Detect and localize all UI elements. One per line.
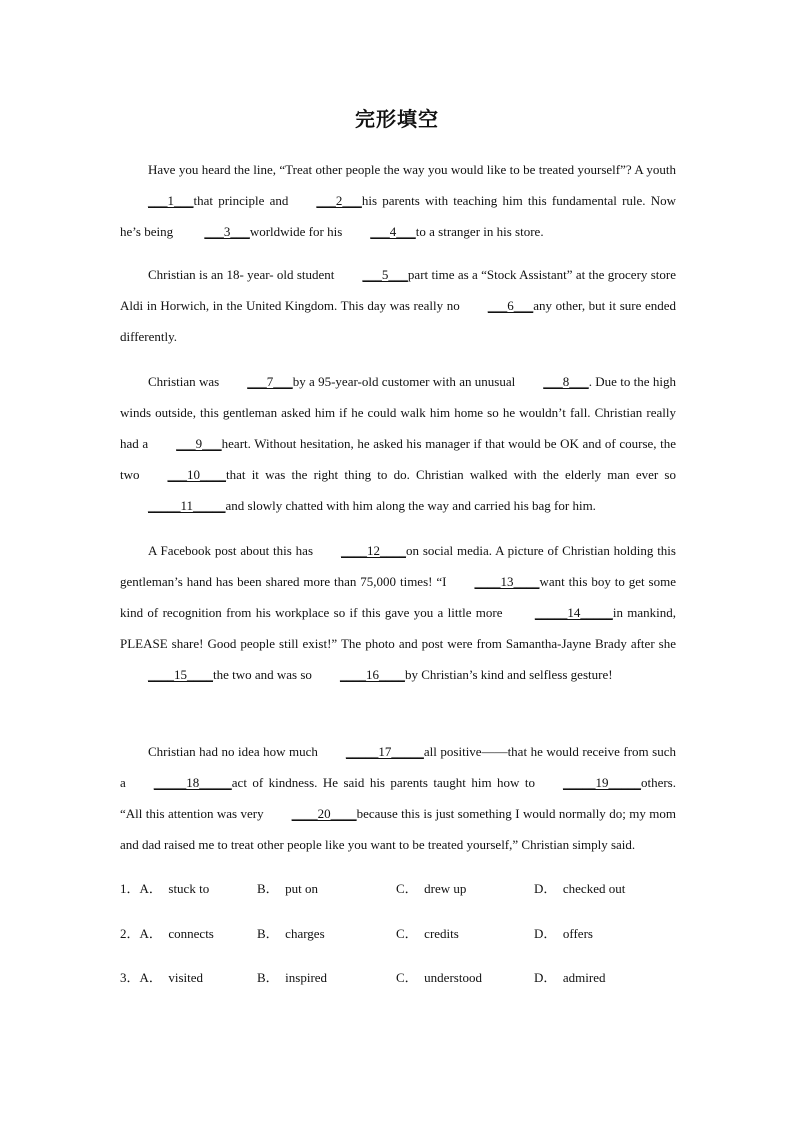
answer-blank: _____17_____ (345, 744, 424, 759)
passage-text: his parents with teaching him this fundamental rule. Now he’s being (120, 193, 676, 239)
answer-blank: ___5___ (362, 267, 408, 282)
passage-text: the two and was so (213, 667, 312, 682)
answer-blank: ___8___ (543, 374, 589, 389)
passage-text: because this is just something I would normally do; my mom and dad raised me to treat other people like you want to be treated yourself,” Christian simply said. (120, 806, 676, 852)
options-list (120, 878, 680, 1012)
option-c: C． understood (396, 970, 482, 985)
answer-blank: ___4___ (370, 224, 416, 239)
passage-text: heart. Without hesitation, he asked his manager if that would be OK and of course, the two (120, 436, 677, 482)
passage-text: and slowly chatted with him along the way and carried his bag for him. (225, 498, 596, 513)
answer-blank: _____19_____ (562, 775, 641, 790)
passage-text: all positive——that he would receive from such a (120, 744, 676, 790)
option-d: D． admired (534, 970, 606, 985)
passage-text: others. “All this attention was very (120, 775, 676, 821)
option-a: 2．A． connects (120, 925, 214, 941)
answer-blank: ____20____ (291, 806, 357, 821)
answer-blank: ___2___ (316, 193, 362, 208)
paragraph-2 (120, 259, 676, 352)
answer-blank: ___10____ (167, 467, 226, 482)
paragraph-3 (120, 366, 676, 521)
option-b: B． put on (257, 881, 319, 896)
passage-text: Christian was (148, 374, 220, 389)
passage-text: Christian is an 18- year- old student (148, 267, 335, 282)
passage-text: part time as a “Stock Assistant” at the grocery store Aldi in Horwich, in the United Kingdom. This day was really no (120, 267, 676, 313)
paragraph-1 (120, 154, 676, 247)
option-a: 1．A． stuck to (120, 881, 210, 896)
passage-text: any other, but it sure ended differently. (120, 298, 677, 344)
answer-blank: ___1___ (148, 193, 194, 208)
option-d: D． checked out (534, 881, 626, 896)
answer-blank: ____16____ (339, 667, 405, 682)
answer-blank: ___7___ (247, 374, 293, 389)
passage-text: Have you heard the line, “Treat other people the way you would like to be treated yourself”? A youth (148, 162, 676, 177)
answer-blank: ___3___ (204, 224, 250, 239)
answer-blank: _____18_____ (153, 775, 232, 790)
page-title: 完形填空 (355, 107, 439, 131)
answer-blank: ____12____ (341, 543, 406, 558)
option-b: B． inspired (257, 970, 328, 985)
passage-text: want this boy to get some kind of recognition from his workplace so if this gave you a little more (120, 574, 676, 620)
passage-text: to a stranger in his store. (415, 224, 544, 239)
option-c: C． drew up (396, 881, 467, 896)
paragraph-5 (120, 736, 676, 860)
answer-blank: _____11_____ (148, 498, 226, 513)
question-row-3 (120, 967, 680, 989)
passage-text: Christian had no idea how much (148, 744, 318, 759)
passage-text: A Facebook post about this has (148, 543, 313, 558)
question-row-2 (120, 923, 680, 945)
option-d: D． offers (534, 925, 593, 941)
option-a: 3．A． visited (120, 970, 204, 985)
answer-blank: ____13____ (474, 574, 540, 589)
answer-blank: ___9___ (176, 436, 222, 451)
paragraph-4 (120, 535, 676, 690)
question-row-1 (120, 878, 680, 900)
passage-text: in mankind, PLEASE share! Good people still exist!” The photo and post were from Samantha-Jayne Brady after she (120, 605, 677, 651)
option-b: B． charges (257, 925, 325, 941)
passage-text: by a 95-year-old customer with an unusual (292, 374, 516, 389)
passage-text: that it was the right thing to do. Christian walked with the elderly man ever so (226, 467, 676, 482)
option-c: C． credits (396, 925, 459, 941)
passage-text: . Due to the high winds outside, this gentleman asked him if he could walk him home so he wouldn’t fall. Christian really had a (120, 374, 676, 451)
answer-blank: _____14_____ (534, 605, 613, 620)
passage-text: by Christian’s kind and selfless gesture! (404, 667, 613, 682)
passage-text: that principle and (193, 193, 289, 208)
passage-text: act of kindness. He said his parents taught him how to (231, 775, 535, 790)
passage-text: worldwide for his (249, 224, 343, 239)
passage-text: on social media. A picture of Christian holding this gentleman’s hand has been shared more than 75,000 times! “I (120, 543, 676, 589)
answer-blank: ____15____ (148, 667, 213, 682)
answer-blank: ___6___ (487, 298, 534, 313)
